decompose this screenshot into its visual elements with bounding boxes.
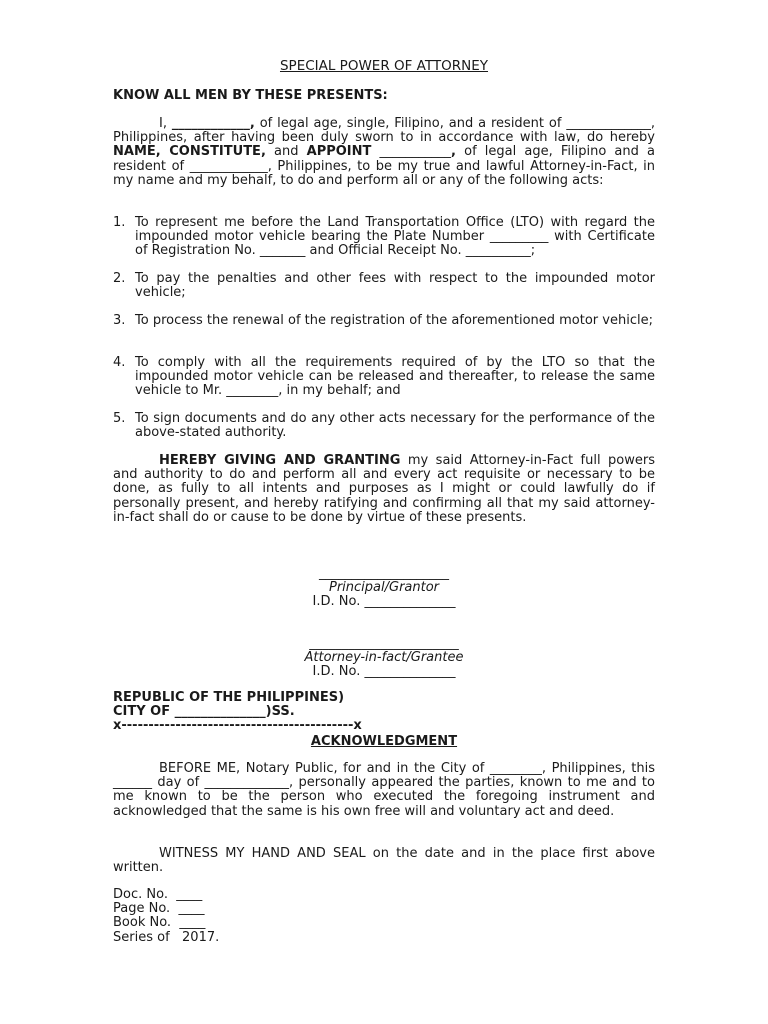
intro-comma: , bbox=[451, 144, 456, 160]
witness-text: WITNESS MY HAND AND SEAL on the date and in the place first above written. bbox=[113, 846, 655, 876]
before-me-text: BEFORE ME, Notary Public, for and in the City of ________, Philippines, this ______ day of _____________, personally appeared the parties, known to me and to me known to be the person who executed the foregoing instrument and acknowledged that the same is his own free will and voluntary act and deed. bbox=[113, 761, 655, 819]
list-item-number: 2. bbox=[113, 271, 126, 286]
notarial-register-block bbox=[113, 888, 219, 945]
before-me-paragraph bbox=[113, 762, 655, 819]
principal-id: I.D. No. ______________ bbox=[312, 594, 456, 610]
venue-block bbox=[113, 691, 362, 734]
list-item bbox=[113, 356, 655, 399]
giving-granting-text: HEREBY GIVING AND GRANTING bbox=[159, 453, 401, 468]
principal-signature-line: ____________________ bbox=[319, 566, 449, 581]
series-of: Series of 2017. bbox=[113, 929, 220, 945]
list-item-number: 1. bbox=[113, 215, 126, 230]
acknowledgment-title: ACKNOWLEDGMENT bbox=[310, 734, 458, 749]
book-no: Book No. ____ bbox=[113, 915, 206, 931]
principal-label: Principal/Grantor bbox=[328, 580, 440, 596]
attorney-signature-block bbox=[268, 637, 500, 680]
intro-text-4: ___________ bbox=[371, 144, 452, 160]
list-item bbox=[113, 412, 655, 440]
intro-paragraph bbox=[113, 117, 655, 188]
list-item-text: To sign documents and do any other acts necessary for the performance of the above-stated authority. bbox=[135, 411, 655, 441]
list-item-text: To represent me before the Land Transportation Office (LTO) with regard the impounded motor vehicle bearing the Plate Number _________ with Certificate of Registration No. _______ and Official Receipt No. __________; bbox=[135, 215, 655, 259]
giving-rest-text: my said Attorney-in-Fact full powers and authority to do and perform all and every act requisite or necessary to be done, as fully to all intents and purposes as I might or could lawfully do if personally present, and hereby ratifying and confirming all that my said attorney-in-fact shall do or cause to be done by virtue of these presents. bbox=[113, 453, 655, 525]
intro-text-3: and bbox=[265, 144, 307, 160]
list-item-number: 5. bbox=[113, 411, 126, 426]
giving-paragraph bbox=[113, 454, 655, 525]
separator-line: x-------------------------------------------x bbox=[113, 718, 362, 734]
list-item-number: 3. bbox=[113, 313, 126, 328]
doc-no: Doc. No. ____ bbox=[113, 887, 203, 902]
republic-line: REPUBLIC OF THE PHILIPPINES) bbox=[113, 690, 345, 705]
intro-text-5: of legal age, Filipino and a resident of ____________, Philippines, to be my true and lawful Attorney-in-Fact, in my name and my behalf, to do and perform all or any of the following acts: bbox=[113, 144, 655, 188]
list-item-number: 4. bbox=[113, 355, 126, 370]
principal-signature-block bbox=[268, 567, 500, 610]
list-item bbox=[113, 216, 655, 259]
list-item-text: To process the renewal of the registration of the aforementioned motor vehicle; bbox=[135, 313, 653, 328]
document-title: SPECIAL POWER OF ATTORNEY bbox=[279, 58, 489, 74]
name-constitute-text: NAME, CONSTITUTE, bbox=[113, 144, 266, 160]
attorney-label: Attorney-in-fact/Grantee bbox=[304, 650, 464, 666]
attorney-id: I.D. No. ______________ bbox=[312, 664, 456, 680]
list-item bbox=[113, 314, 655, 328]
witness-paragraph bbox=[113, 847, 655, 875]
attorney-signature-line: _______________________ bbox=[309, 636, 459, 651]
list-item-text: To pay the penalties and other fees with respect to the impounded motor vehicle; bbox=[135, 271, 655, 301]
list-item-text: To comply with all the requirements required of by the LTO so that the impounded motor vehicle can be released and thereafter, to release the same vehicle to Mr. ________, in my behalf; and bbox=[135, 355, 655, 399]
city-line: CITY OF ______________)SS. bbox=[113, 704, 295, 720]
know-all-men-heading: KNOW ALL MEN BY THESE PRESENTS: bbox=[113, 88, 388, 103]
appoint-text: APPOINT bbox=[306, 144, 372, 160]
intro-text-2: of legal age, single, Filipino, and a resident of _____________, Philippines, after having been duly sworn to in accordance with law, do hereby bbox=[113, 116, 655, 146]
principal-name-blank: ____________, bbox=[171, 116, 255, 131]
intro-text-1: I, bbox=[159, 116, 172, 131]
list-item bbox=[113, 272, 655, 300]
page-no: Page No. ____ bbox=[113, 901, 205, 917]
